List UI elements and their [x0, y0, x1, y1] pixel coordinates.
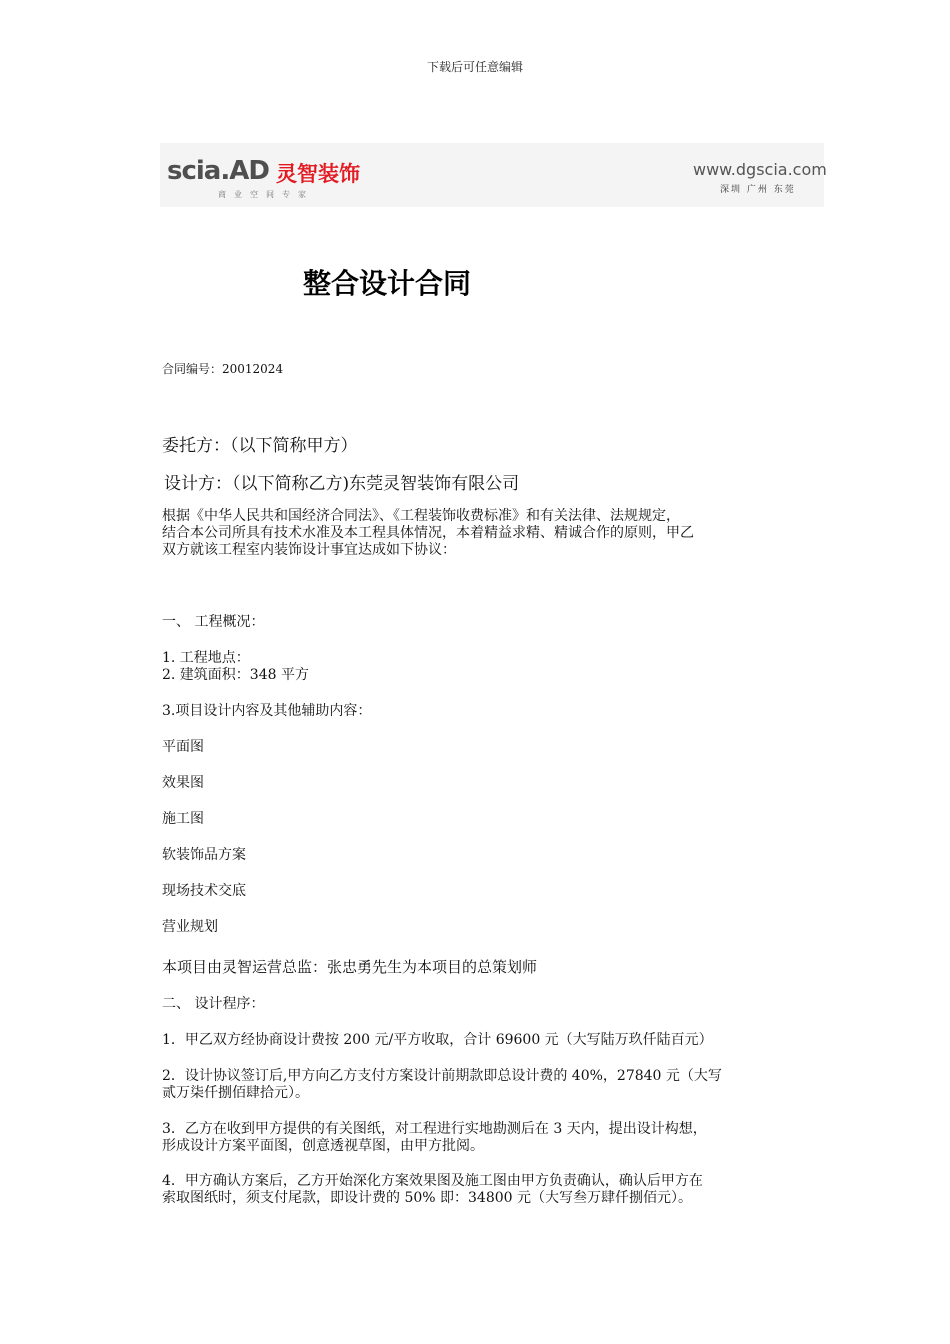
- section-2-heading: 二、 设计程序：: [162, 996, 265, 1012]
- procedure-line: 索取图纸时，须支付尾款，即设计费的 50% 即：34800 元（大写叁万肆仟捌佰元）。: [162, 1190, 693, 1206]
- project-location: 1. 工程地点：: [162, 650, 250, 666]
- design-item: 施工图: [162, 811, 204, 827]
- design-item: 现场技术交底: [162, 883, 246, 899]
- document-title: 整合设计合同: [303, 267, 472, 300]
- intro-paragraph: [162, 508, 812, 559]
- procedure-line: 形成设计方案平面图，创意透视草图，由甲方批阅。: [162, 1138, 484, 1154]
- company-cities: 深圳 广州 东莞: [720, 185, 796, 195]
- top-note: 下载后可任意编辑: [426, 60, 523, 74]
- procedure-paragraph-4: [162, 1173, 812, 1207]
- design-item: 效果图: [162, 775, 204, 791]
- procedure-line: 贰万柒仟捌佰肆拾元）。: [162, 1085, 309, 1101]
- intro-line: 根据《中华人民共和国经济合同法》、《工程装饰收费标准》和有关法律、法规规定，: [162, 508, 680, 524]
- procedure-paragraph-2: [162, 1068, 812, 1102]
- company-logo-cn: 灵智装饰: [276, 162, 360, 186]
- design-item: 软装饰品方案: [162, 847, 246, 863]
- procedure-line: 1．甲乙双方经协商设计费按 200 元/平方收取，合计 69600 元（大写陆万玖仟陆百元）: [162, 1032, 713, 1048]
- building-area: 2. 建筑面积：348 平方: [162, 667, 309, 683]
- intro-line: 结合本公司所具有技术水准及本工程具体情况，本着精益求精、精诚合作的原则，甲乙: [162, 525, 694, 541]
- procedure-paragraph-1: [162, 1032, 812, 1049]
- client-party: 委托方：（以下简称甲方）: [162, 436, 358, 456]
- director-note: 本项目由灵智运营总监：张忠勇先生为本项目的总策划师: [162, 958, 538, 976]
- designer-party: 设计方：（以下简称乙方)东莞灵智装饰有限公司: [164, 474, 520, 494]
- procedure-line: 2．设计协议签订后,甲方向乙方支付方案设计前期款即总设计费的 40%，27840 元（大写: [162, 1068, 722, 1084]
- section-1-heading: 一、 工程概况：: [162, 614, 265, 630]
- procedure-paragraph-3: [162, 1121, 812, 1155]
- company-website: www.dgscia.com: [693, 160, 827, 179]
- intro-line: 双方就该工程室内装饰设计事宜达成如下协议：: [162, 542, 456, 558]
- procedure-line: 3．乙方在收到甲方提供的有关图纸，对工程进行实地勘测后在 3 天内，提出设计构想，: [162, 1121, 707, 1137]
- procedure-line: 4．甲方确认方案后，乙方开始深化方案效果图及施工图由甲方负责确认，确认后甲方在: [162, 1173, 703, 1189]
- company-logo-en: scia.AD: [167, 156, 269, 186]
- design-item: 营业规划: [162, 919, 218, 935]
- design-item: 平面图: [162, 739, 204, 755]
- company-slogan: 商业空间专家: [218, 190, 314, 199]
- contract-number: 合同编号：20012024: [162, 362, 284, 376]
- design-content-heading: 3.项目设计内容及其他辅助内容：: [162, 703, 372, 719]
